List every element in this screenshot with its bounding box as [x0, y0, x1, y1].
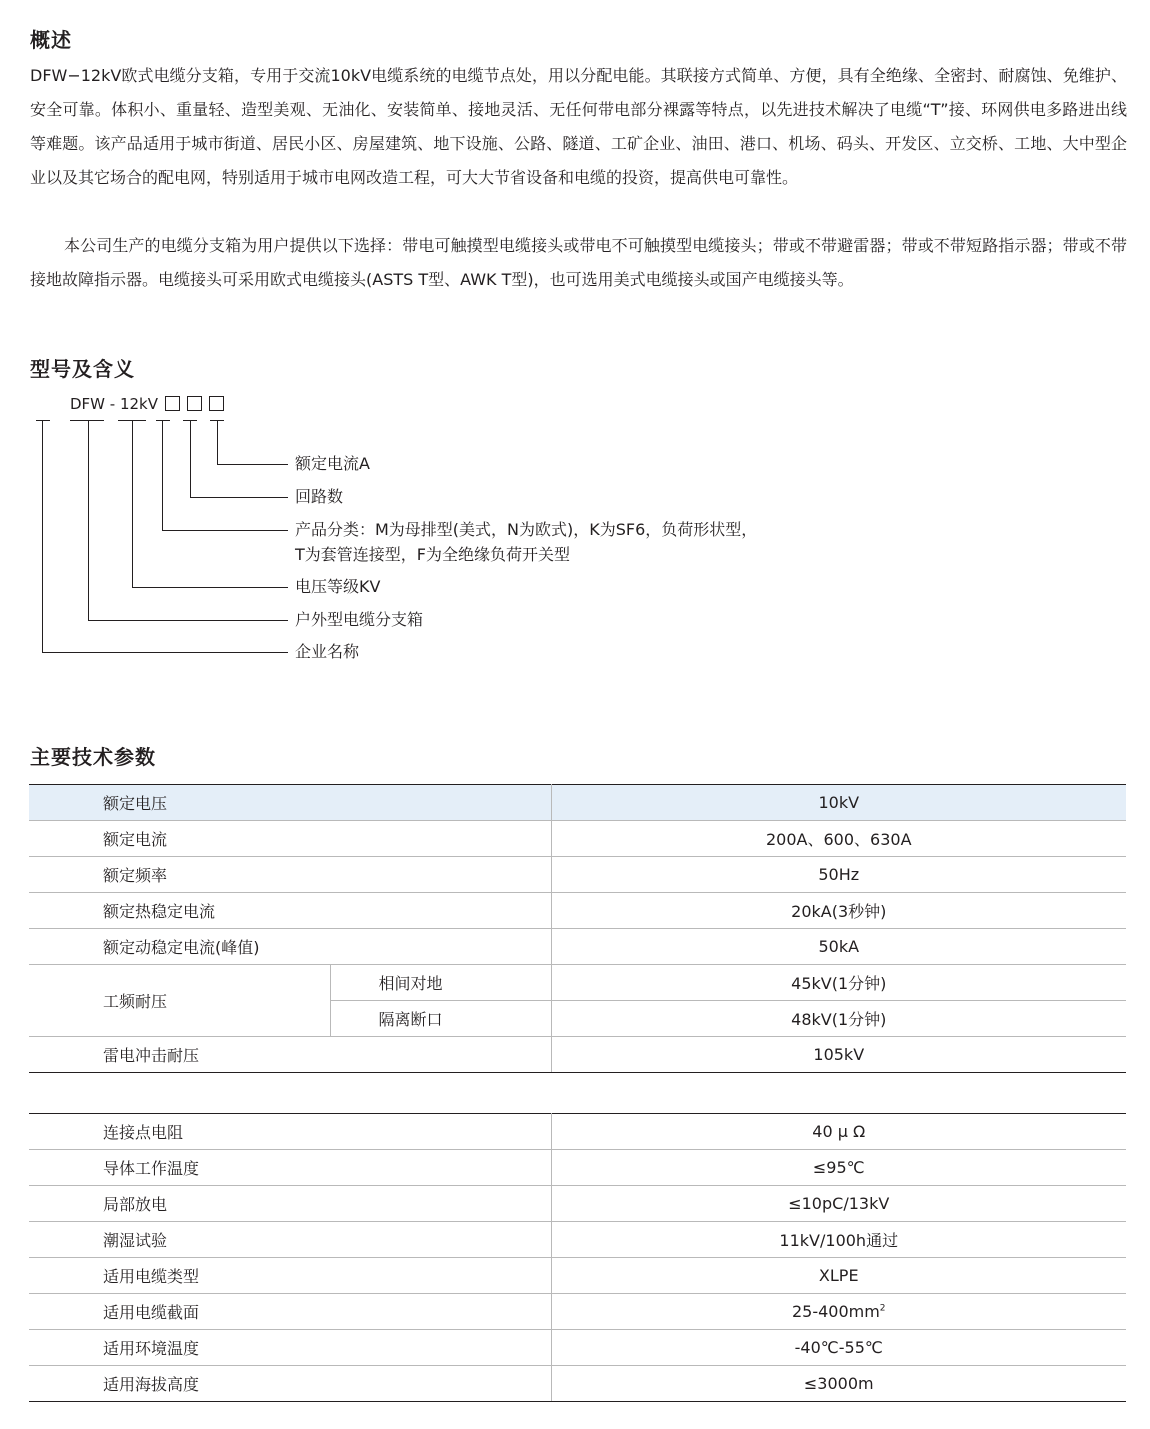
- param-name: 潮湿试验: [29, 1222, 551, 1258]
- spec-table-1: [29, 784, 1126, 1073]
- model-code-text: DFW - 12kV: [70, 395, 158, 413]
- param-value-superscript: 2: [879, 1303, 886, 1314]
- param-sub-name: 相间对地: [330, 965, 551, 1001]
- param-name: 局部放电: [29, 1186, 551, 1222]
- model-label-rated-current: 额定电流A: [295, 454, 370, 473]
- param-value: ≤10pC/13kV: [551, 1186, 1126, 1222]
- table-row: [29, 1330, 1126, 1366]
- table-row: [29, 1294, 1126, 1330]
- param-value: 11kV/100h通过: [551, 1222, 1126, 1258]
- param-value: 20kA(3秒钟): [551, 893, 1126, 929]
- param-value: 48kV(1分钟): [551, 1001, 1126, 1037]
- model-label-circuits: 回路数: [295, 487, 344, 506]
- overview-paragraph-1: DFW−12kV欧式电缆分支箱，专用于交流10kV电缆系统的电缆节点处，用以分配电能。其联接方式简单、方便，具有全绝缘、全密封、耐腐蚀、免维护、安全可靠。体积小、重量轻、造型美观、无油化、安装简单、接地灵活、无任何带电部分裸露等特点，以先进技术解决了电缆“T”接、环网供电多路进出线等难题。该产品适用于城市街道、居民小区、房屋建筑、地下设施、公路、隧道、工矿企业、油田、港口、机场、码头、开发区、立交桥、工地、大中型企业以及其它场合的配电网，特别适用于城市电网改造工程，可大大节省设备和电缆的投资，提高供电可靠性。: [30, 66, 1127, 187]
- model-bracket-lines: [0, 0, 1150, 700]
- param-value: 10kV: [551, 785, 1126, 821]
- param-name: 雷电冲击耐压: [29, 1037, 551, 1073]
- param-value: 105kV: [551, 1037, 1126, 1073]
- param-name: 适用环境温度: [29, 1330, 551, 1366]
- table-row: [29, 965, 1126, 1001]
- param-name: 适用电缆截面: [29, 1294, 551, 1330]
- param-value: -40℃-55℃: [551, 1330, 1126, 1366]
- table-row: [29, 857, 1126, 893]
- model-label-company: 企业名称: [295, 642, 360, 661]
- param-value: 200A、600、630A: [551, 821, 1126, 857]
- table-row: [29, 1258, 1126, 1294]
- table-row: [29, 1114, 1126, 1150]
- param-name: 额定频率: [29, 857, 551, 893]
- table-row: [29, 1186, 1126, 1222]
- model-heading: 型号及含义: [30, 357, 135, 381]
- param-sub-name: 隔离断口: [330, 1001, 551, 1037]
- model-label-category-2: T为套管连接型，F为全绝缘负荷开关型: [295, 545, 570, 564]
- table-row: [29, 1150, 1126, 1186]
- model-label-category-1: 产品分类：M为母排型(美式，N为欧式)，K为SF6，负荷形状型，: [295, 520, 758, 539]
- param-value: 40 μ Ω: [551, 1114, 1126, 1150]
- param-name: 额定电压: [29, 785, 551, 821]
- param-value: 25-400mm: [791, 1302, 880, 1321]
- table-row: [29, 893, 1126, 929]
- param-name: 额定热稳定电流: [29, 893, 551, 929]
- param-name: 工频耐压: [29, 965, 330, 1037]
- param-value: ≤95℃: [551, 1150, 1126, 1186]
- param-name: 导体工作温度: [29, 1150, 551, 1186]
- spec-table-2: [29, 1113, 1126, 1402]
- param-value: 45kV(1分钟): [551, 965, 1126, 1001]
- param-name: 适用海拔高度: [29, 1366, 551, 1402]
- param-name: 额定电流: [29, 821, 551, 857]
- param-value: XLPE: [551, 1258, 1126, 1294]
- param-name: 适用电缆类型: [29, 1258, 551, 1294]
- param-value: 50kA: [551, 929, 1126, 965]
- table-row: [29, 1037, 1126, 1073]
- model-label-outdoor: 户外型电缆分支箱: [295, 610, 424, 629]
- param-name: 额定动稳定电流(峰值): [29, 929, 551, 965]
- model-label-voltage: 电压等级KV: [295, 577, 381, 596]
- overview-heading: 概述: [30, 28, 72, 52]
- table-row: [29, 1222, 1126, 1258]
- overview-paragraph-2: 本公司生产的电缆分支箱为用户提供以下选择：带电可触摸型电缆接头或带电不可触摸型电缆接头；带或不带避雷器；带或不带短路指示器；带或不带接地故障指示器。电缆接头可采用欧式电缆接头(ASTS T型、AWK T型)，也可选用美式电缆接头或国产电缆接头等。: [30, 236, 1127, 289]
- param-value: 50Hz: [551, 857, 1126, 893]
- table-row: [29, 785, 1126, 821]
- table-row: [29, 929, 1126, 965]
- param-name: 连接点电阻: [29, 1114, 551, 1150]
- table-row: [29, 1366, 1126, 1402]
- table-row: [29, 821, 1126, 857]
- param-value: ≤3000m: [551, 1366, 1126, 1402]
- param-value-cell: [551, 1294, 1126, 1330]
- params-heading: 主要技术参数: [30, 745, 156, 769]
